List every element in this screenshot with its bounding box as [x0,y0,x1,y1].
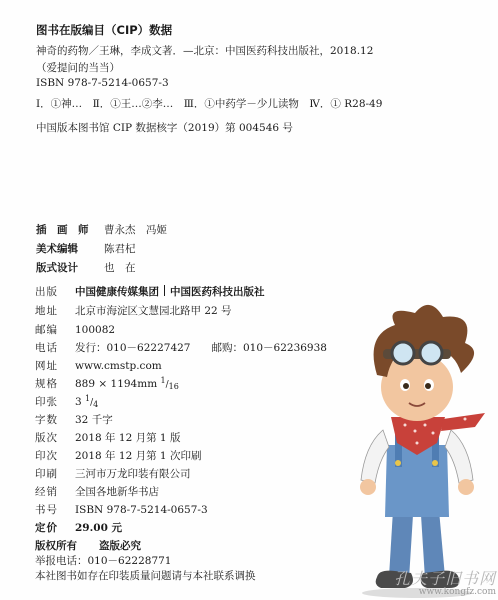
detail-phone [35,340,327,355]
detail-value: 三河市万龙印装有限公司 [75,468,191,480]
detail-value: www.cmstp.com [75,360,162,372]
detail-word-count [35,412,113,427]
detail-value: 32 千字 [75,414,113,426]
scarf-tail [441,413,485,431]
credit-art-editor [36,241,136,256]
left-hand [360,479,376,495]
detail-label: 规格 [35,378,58,390]
credit-layout [36,260,136,275]
detail-label: 网址 [35,360,58,372]
detail-value: 盗版必究 [99,540,141,552]
strap-button [432,460,438,466]
right-sleeve [445,430,473,483]
detail-publisher [35,284,265,299]
cip-title: 图书在版编目（CIP）数据 [36,23,173,37]
watermark-url: www.kongfz.com [418,587,497,597]
detail-label: 举报电话： [35,555,88,567]
detail-label: 印张 [35,396,58,408]
cartoon-boy-illustration [325,295,498,600]
detail-website [35,358,162,373]
detail-label: 电话 [35,342,58,354]
cip-line-book: 神奇的药物／王琳，李成文著．—北京：中国医药科技出版社，2018.12 [36,45,374,57]
detail-value: 2018 年 12 月第 1 版 [75,432,181,444]
detail-value: 2018 年 12 月第 1 次印刷 [75,450,202,462]
detail-value: 889 × 1194mm [75,378,158,390]
detail-impression [35,448,201,463]
detail-label: 地址 [35,305,58,317]
detail-printer [35,466,191,481]
credit-label: 插 画 师 [36,224,89,236]
publisher-group: 中国健康传媒集团 [75,286,159,298]
detail-isbn [35,502,208,517]
detail-report-phone [35,553,172,568]
divider [164,285,165,296]
detail-label: 邮编 [35,324,58,336]
publisher-press: 中国医药科技出版社 [170,286,265,298]
detail-label: 字数 [35,414,58,426]
left-pupil [403,383,409,389]
credit-label: 美术编辑 [36,243,78,255]
strap-button [395,460,401,466]
watermark-text: 孔夫子旧书网 [394,569,497,588]
credit-label: 版式设计 [36,262,78,274]
format-fraction-numerator: 1 [160,376,166,385]
overalls [385,445,449,517]
detail-value: ISBN 978-7-5214-0657-3 [75,504,208,516]
format-fraction-denominator: 16 [168,382,179,391]
goggle-lens-left [392,342,414,364]
watermark [394,566,496,597]
cip-record-number: 中国版本图书馆 CIP 数据核字（2019）第 004546 号 [36,122,293,134]
credit-value: 曹永杰 冯姬 [104,224,167,236]
face [381,353,453,421]
quality-notice: 本社图书如存在印装质量问题请与本社联系调换 [35,570,256,582]
credit-value: 陈君杞 [104,243,136,255]
left-sleeve [361,430,389,483]
detail-label: 书号 [35,504,58,516]
detail-postcode [35,322,115,337]
detail-rights [35,538,141,553]
detail-value: 全国各地新华书店 [75,486,159,498]
fraction-slash: / [165,380,169,390]
detail-format [35,376,179,391]
right-pupil [425,383,431,389]
detail-value: 100082 [75,324,116,336]
sheets-fraction-denominator: 4 [93,400,99,409]
detail-label: 版权所有 [35,540,77,552]
detail-label: 印刷 [35,468,58,480]
detail-value: 010－62228771 [87,555,172,567]
detail-value: 3 [75,396,82,408]
credit-illustrator [36,222,167,237]
detail-label: 出版 [35,286,58,298]
fraction-slash: / [90,398,94,408]
sheets-fraction-numerator: 1 [85,394,91,403]
credit-value: 也 在 [104,262,136,274]
cip-line-series: （爱提问的当当） [36,62,120,74]
detail-label: 经销 [35,486,58,498]
detail-price [35,520,122,535]
cip-line-classification: Ⅰ．①神… Ⅱ．①王…②李… Ⅲ．①中药学－少儿读物 Ⅳ．① R28-49 [36,98,383,110]
detail-label: 印次 [35,450,58,462]
detail-distributor [35,484,159,499]
detail-label: 版次 [35,432,58,444]
detail-value: 北京市海淀区文慧园北路甲 22 号 [75,305,232,317]
detail-value: 29.00 元 [75,522,123,534]
detail-value: 发行：010－62227427 邮购：010－62236938 [75,342,327,354]
detail-label: 定价 [35,522,58,534]
right-hand [458,479,474,495]
detail-address [35,303,232,318]
detail-edition [35,430,180,445]
detail-sheets [35,394,98,409]
goggle-lens-right [420,342,442,364]
cip-line-isbn: ISBN 978-7-5214-0657-3 [36,77,169,89]
